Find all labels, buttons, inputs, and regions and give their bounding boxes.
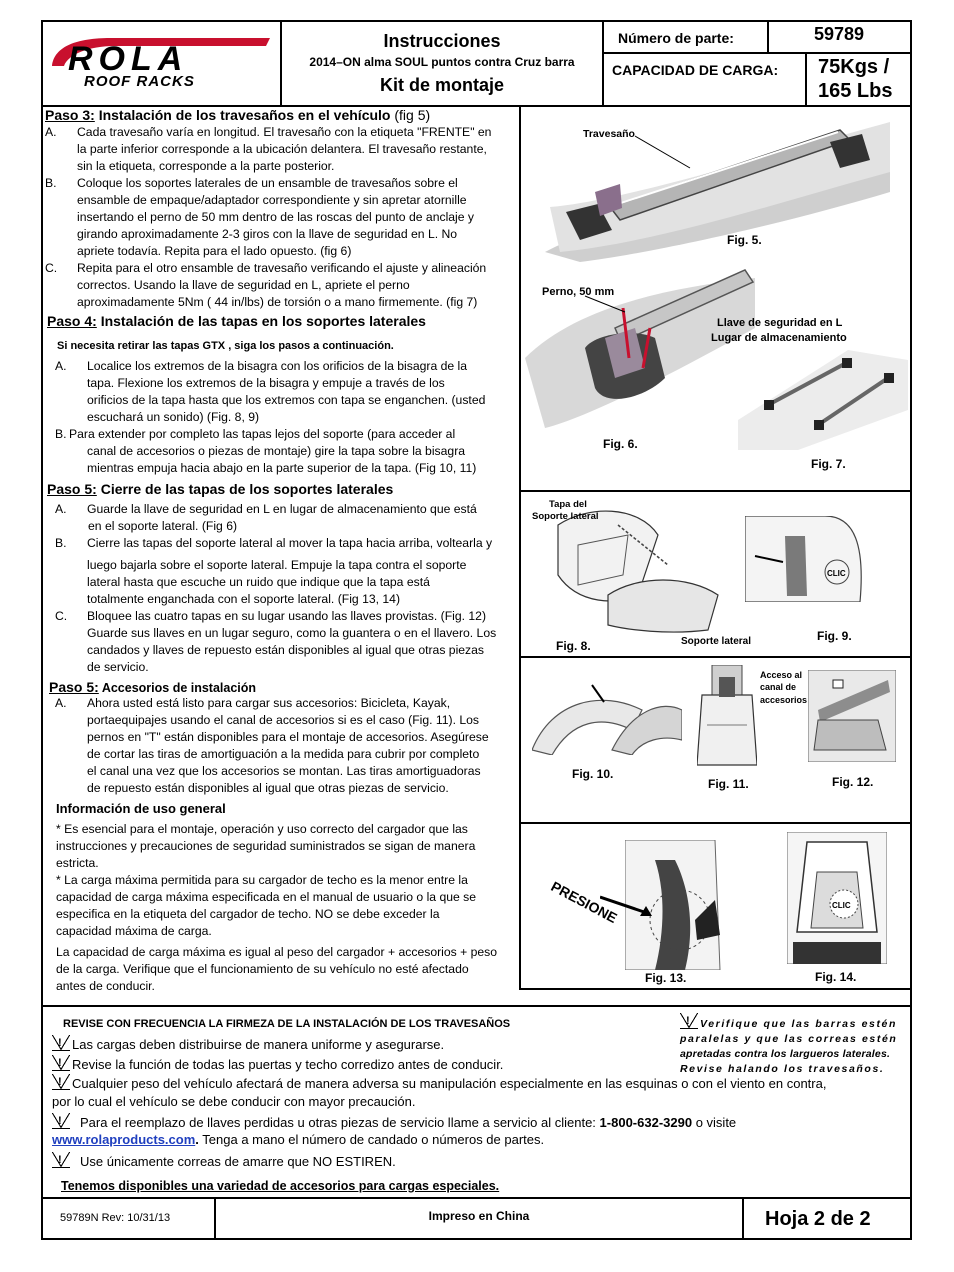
divider — [519, 988, 912, 990]
warning-3-text: Cualquier peso del vehículo afectará de manera adversa su manipulación especialmente en las esquinas o con el viento en contra, — [72, 1076, 827, 1091]
divider — [519, 656, 912, 658]
divider — [41, 1197, 912, 1199]
fig11-label-3: accesorios — [760, 695, 808, 705]
warning-4b-text: Tenga a mano el número de candado o números de partes. — [202, 1132, 545, 1147]
step3-item-text: Coloque los soportes laterales de un ensamble de travesaños sobre el — [77, 176, 458, 190]
step3-item-text: girando aproximadamente 2-3 giros con la llave de seguridad en L. No — [77, 227, 458, 241]
warning-3 — [52, 1074, 826, 1091]
general-line: * La carga máxima permitida para su cargador de techo es la menor entre la — [56, 873, 468, 887]
fig7-caption: Fig. 7. — [811, 457, 846, 471]
verify-line-3: apretadas contra los largueros laterales. — [680, 1048, 891, 1060]
fig9-clic: CLIC — [827, 569, 846, 578]
fig13-arrow — [600, 892, 660, 922]
step3-item-text: correctos. Usando la llave de seguridad en L, apriete el perno — [77, 278, 410, 292]
fig11-caption: Fig. 11. — [708, 777, 749, 791]
warning-3b: por lo cual el vehículo se debe conducir con mayor precaución. — [52, 1094, 416, 1109]
warning-icon — [52, 1055, 70, 1071]
verify-line-2: paralelas y que las correas estén — [680, 1033, 898, 1045]
fig6-caption: Fig. 6. — [603, 437, 638, 451]
step5b-item-letter: A. — [55, 696, 67, 710]
warning-1 — [52, 1035, 444, 1052]
logo-subtitle: ROOF RACKS — [84, 73, 195, 90]
part-number-value: 59789 — [814, 24, 865, 44]
step5a-item-text: Guarde sus llaves en un lugar seguro, como la guantera o en el llavero. Los — [87, 626, 497, 640]
step4-item-text: mientras empuja hacia abajo en la parte superior de la tapa. (Fig 10, 11) — [87, 461, 477, 475]
step5a-item-text: Guarde la llave de seguridad en L en lugar de almacenamiento que está — [87, 502, 477, 516]
divider — [602, 20, 604, 106]
step5a-title: Cierre de las tapas de los soportes laterales — [96, 481, 394, 497]
warning-2-text: Revise la función de todas las puertas y techo corredizo antes de conducir. — [72, 1057, 504, 1072]
general-body — [56, 821, 476, 940]
doc-kit: Kit de montaje — [379, 75, 504, 95]
step3-item-text: insertando el perno de 50 mm dentro de las roscas del punto de anclaje y — [77, 210, 475, 224]
step5b-title: Accesorios de instalación — [98, 681, 257, 695]
page-number: Hoja 2 de 2 — [765, 1208, 871, 1230]
divider — [519, 822, 912, 824]
verify-line-1: Verifique que las barras estén — [700, 1018, 898, 1030]
step3-item-letter: B. — [45, 176, 57, 190]
step3-item-letter: C. — [45, 261, 58, 275]
warning-icon — [52, 1035, 70, 1051]
warning-icon — [52, 1113, 70, 1129]
figure-10 — [532, 680, 682, 755]
warning-5-text: Use únicamente correas de amarre que NO ESTIREN. — [80, 1154, 396, 1169]
fig10-caption: Fig. 10. — [572, 767, 614, 781]
fig13-press-label: PRESIONE — [548, 878, 620, 927]
step3-item-text: aproximadamente 5Nm ( 44 in/lbs) de torsión o a mano firmemente. (fig 7) — [77, 295, 478, 309]
step4-item-text: canal de accesorios o piezas de montaje) gire la tapa sobre la bisagra — [87, 444, 466, 458]
step5a-item-letter: C. — [55, 609, 68, 623]
general-body-2 — [56, 944, 497, 995]
fig8-label-cover-1: Tapa del — [549, 499, 587, 510]
step4-title: Instalación de las tapas en los soportes laterales — [96, 313, 426, 329]
fig11-label-2: canal de — [760, 682, 797, 692]
footer-check: REVISE CON FRECUENCIA LA FIRMEZA DE LA INSTALACIÓN DE LOS TRAVESAÑOS — [63, 1018, 511, 1030]
step5b-item-text: de cortar las tiras de amortiguación a la medida para cubrir por completo — [87, 747, 480, 761]
step5a-item-letter: A. — [55, 502, 67, 516]
load-capacity-value-2: 165 Lbs — [818, 80, 893, 102]
step3-item-text: sin la etiqueta, corresponde a la parte posterior. — [77, 159, 335, 173]
fig12-caption: Fig. 12. — [832, 775, 874, 789]
fig11-label-1: Acceso al — [760, 670, 803, 680]
footer-verify — [680, 1013, 897, 1077]
warning-2 — [52, 1055, 503, 1072]
made-in: Impreso en China — [428, 1209, 530, 1223]
step5b-item-text: pernos en "T" están disponibles para el montaje de accesorios. Asegúrese — [87, 730, 489, 744]
warning-4-text: Para el reemplazo de llaves perdidas u otras piezas de servicio llame a servicio al cliente: — [80, 1115, 596, 1130]
divider — [41, 1005, 912, 1007]
step5a-item-text: candados y llaves de repuesto están disponibles al igual que otras piezas — [87, 643, 485, 657]
step5a-item-text: Bloquee las cuatro tapas en su lugar usando las llaves provistas. (Fig. 12) — [87, 609, 487, 623]
step4-item-text: Localice los extremos de la bisagra con los orificios de la bisagra de la — [87, 359, 468, 373]
figure-11 — [697, 665, 757, 770]
fig6-label-storage: Lugar de almacenamiento — [711, 332, 847, 344]
general-line: de la carga. Verifique que el funcionamiento de su vehículo no esté afectado — [56, 962, 469, 976]
general-line: capacidad máxima de carga. — [56, 924, 212, 938]
warning-icon — [52, 1152, 70, 1168]
step5a-item-text: Cierre las tapas del soporte lateral al mover la tapa hacia arriba, voltearla y — [87, 536, 493, 550]
fig8-label-cover-2: Soporte lateral — [532, 511, 599, 522]
fig13-caption: Fig. 13. — [645, 971, 687, 985]
revision: 59789N Rev: 10/31/13 — [60, 1212, 171, 1224]
step3-label: Paso 3: — [45, 107, 95, 123]
step3-item-letter: A. — [45, 125, 57, 139]
step5b-item-text: de repuesto están disponibles al igual que otras piezas de servicio. — [87, 781, 449, 795]
figure-8 — [548, 505, 723, 635]
general-line: especifica en la etiqueta del cargador de techo. NO se debe exceder la — [56, 907, 440, 921]
fig6-label-key: Llave de seguridad en L — [717, 317, 843, 329]
step4-heading — [47, 313, 426, 329]
accessories-note: Tenemos disponibles una variedad de accesorios para cargas especiales. — [61, 1179, 500, 1193]
general-title: Información de uso general — [56, 801, 226, 816]
step3-item-text: la parte inferior corresponde a la ubicación delantera. El travesaño restante, — [77, 142, 487, 156]
general-line: estricta. — [56, 856, 99, 870]
general-line: capacidad de carga máxima especificada en el manual de usuario o la que se — [56, 890, 477, 904]
website-link[interactable]: www.rolaproducts.com — [52, 1132, 196, 1147]
fig8-caption: Fig. 8. — [556, 639, 591, 653]
fig9-caption: Fig. 9. — [817, 629, 852, 643]
step4-item-letter: A. — [55, 359, 67, 373]
step3-item-text: apriete todavía. Repita para el lado opuesto. (fig 6) — [77, 244, 352, 258]
divider — [805, 53, 807, 106]
service-phone: 1-800-632-3290 — [599, 1115, 693, 1130]
step5b-item-text: Ahora usted está listo para cargar sus accesorios: Bicicleta, Kayak, — [87, 696, 451, 710]
step4-item-text: Para extender por completo las tapas lejos del soporte (para acceder al — [69, 427, 456, 441]
figure-12 — [808, 670, 896, 762]
step4-note: Si necesita retirar las tapas GTX , siga los pasos a continuación. — [57, 340, 394, 352]
figure-9 — [745, 516, 865, 602]
fig6-label-bolt: Perno, 50 mm — [542, 286, 615, 298]
step5a-item-text: en el soporte lateral. (Fig 6) — [88, 519, 238, 533]
load-capacity-label: CAPACIDAD DE CARGA: — [612, 62, 779, 78]
figure-14 — [787, 832, 887, 964]
step5b-item-text: el canal una vez que los accesorios se montan. Las tiras amortiguadoras — [87, 764, 481, 778]
step5b-heading — [49, 679, 256, 695]
divider — [767, 20, 769, 53]
step5a-item-text: de servicio. — [87, 660, 149, 674]
general-line: instrucciones y precauciones de seguridad suministrados se sigan de manera — [56, 839, 476, 853]
step3-heading — [45, 107, 430, 123]
general-line: La capacidad de carga máxima es igual al peso del cargador + accesorios + peso — [56, 945, 498, 959]
step5a-heading — [47, 481, 393, 497]
divider — [742, 1197, 744, 1240]
divider — [519, 490, 912, 492]
brand-logo — [50, 32, 276, 90]
step3-item-text: ensamble de empaque/adaptador correspondiente y sin apretar atornille — [77, 193, 467, 207]
fig14-clic: CLIC — [832, 901, 851, 910]
step5a-item-text: lateral hasta que escuche un ruido que indique que la tapa está — [87, 575, 430, 589]
fig8-label-support: Soporte lateral — [681, 636, 752, 647]
step4-item-text: tapa. Flexione los extremos de la bisagra y empuje a través de los — [87, 376, 445, 390]
load-capacity-value-1: 75Kgs / — [818, 56, 890, 78]
part-number-label: Número de parte: — [618, 30, 734, 46]
warning-icon — [52, 1074, 70, 1090]
warning-1-text: Las cargas deben distribuirse de manera uniforme y asegurarse. — [72, 1037, 445, 1052]
warning-4b: www.rolaproducts.com. Tenga a mano el número de candado o números de partes. — [52, 1132, 545, 1147]
warning-5 — [52, 1152, 396, 1169]
figure-7 — [738, 350, 908, 450]
step5a-label: Paso 5: — [47, 481, 97, 497]
fig14-caption: Fig. 14. — [815, 970, 857, 984]
step4-item-text: escuchará un sonido) (Fig. 8, 9) — [87, 410, 260, 424]
step3-fig: (fig 5) — [390, 107, 431, 123]
warning-4 — [52, 1113, 736, 1130]
warning-icon — [680, 1013, 698, 1029]
divider — [602, 52, 912, 54]
doc-subtitle: 2014–ON alma SOUL puntos contra Cruz barra — [309, 55, 575, 69]
doc-title: Instrucciones — [383, 31, 501, 51]
step4-item-text: orificios de la tapa hasta que los extremos con tapa se enganchen. (usted — [87, 393, 486, 407]
step4-item-letter: B. — [55, 427, 67, 441]
general-line: antes de conducir. — [56, 979, 155, 993]
fig5-label-crossbar: Travesaño — [583, 128, 635, 140]
step5a-item-text: luego bajarla sobre el soporte lateral. Empuje la tapa contra el soporte — [87, 558, 467, 572]
general-line: * Es esencial para el montaje, operación y uso correcto del cargador que las — [56, 822, 468, 836]
fig5-caption: Fig. 5. — [727, 233, 762, 247]
step4-label: Paso 4: — [47, 313, 97, 329]
step5a-item-text: totalmente enganchada con el soporte lateral. (Fig 13, 14) — [87, 592, 401, 606]
warning-4-or: o visite — [695, 1115, 737, 1130]
logo-wordmark: ROLA — [68, 40, 189, 78]
step3-title: Instalación de los travesaños en el vehículo — [94, 107, 391, 123]
step5b-label: Paso 5: — [49, 679, 99, 695]
step5a-item-letter: B. — [55, 536, 67, 550]
step3-item-text: Cada travesaño varía en longitud. El travesaño con la etiqueta "FRENTE" en — [77, 125, 492, 139]
step5b-item-text: portaequipajes usando el canal de accesorios si es el caso (Fig. 11). Los — [87, 713, 480, 727]
divider — [519, 105, 521, 990]
step3-item-text: Repita para el otro ensamble de travesaño verificando el ajuste y alineación — [77, 261, 487, 275]
verify-line-4: Revise halando los travesaños. — [680, 1063, 885, 1075]
